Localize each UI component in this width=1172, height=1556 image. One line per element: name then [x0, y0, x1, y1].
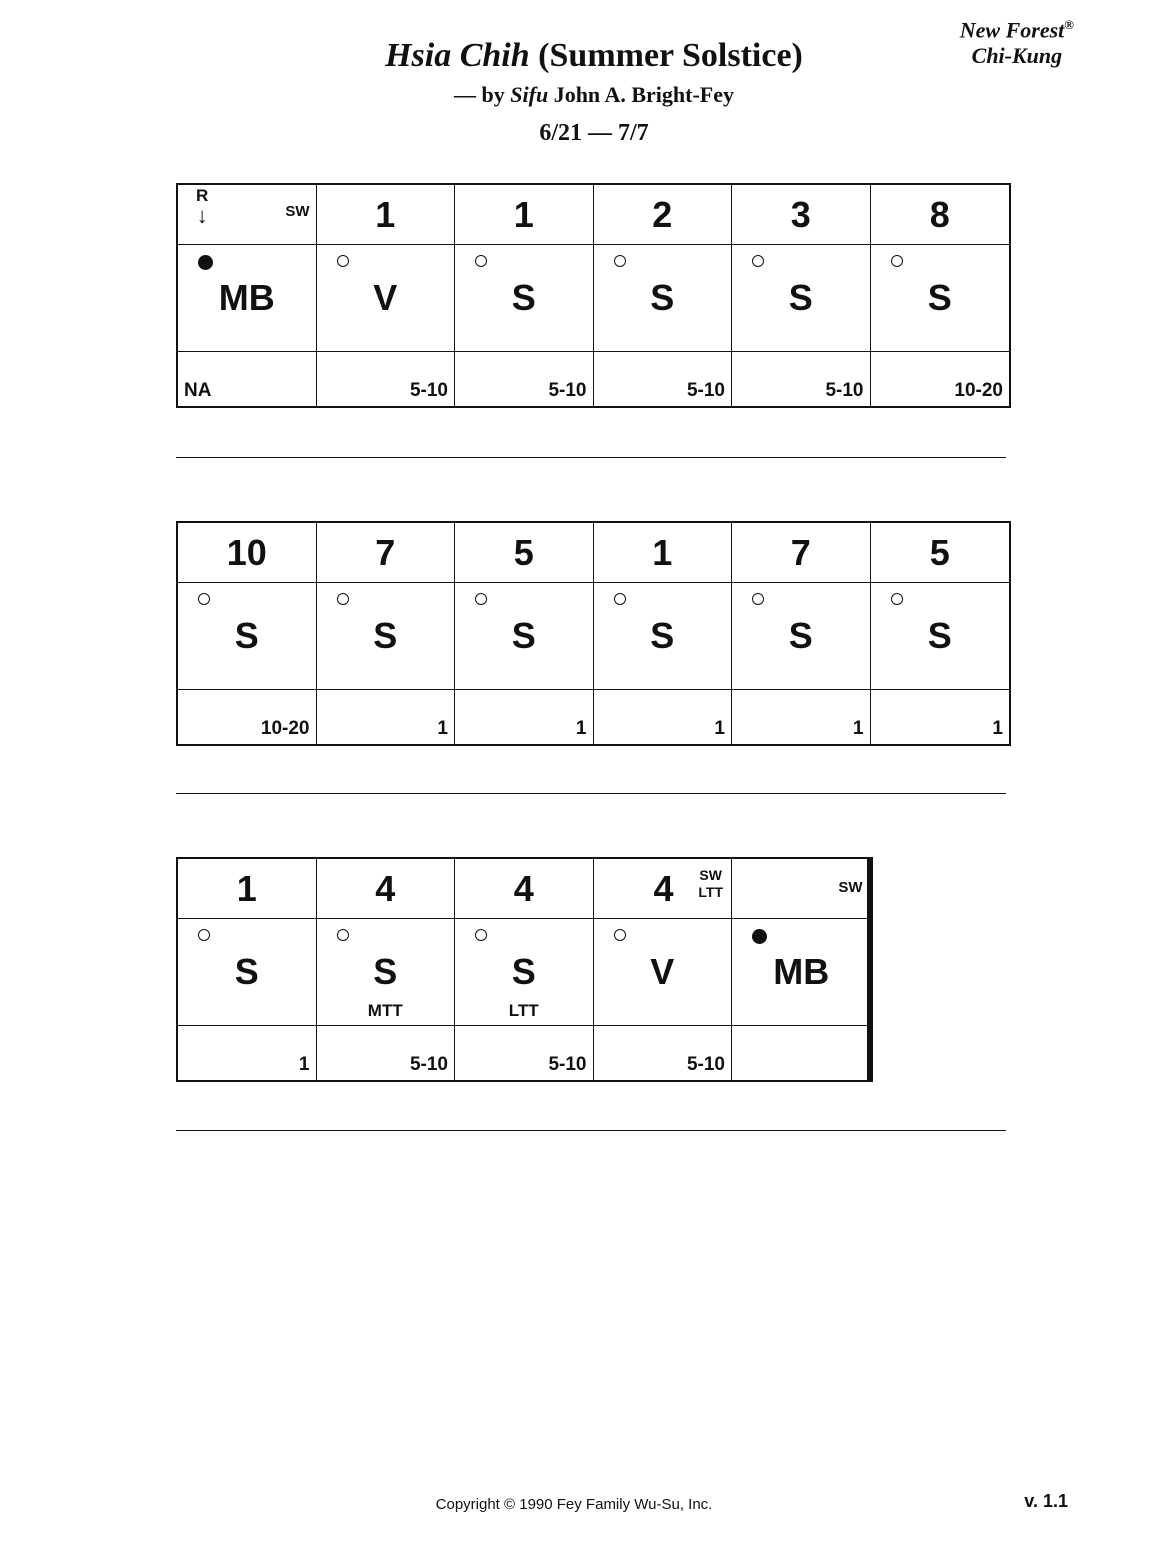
- posture-cell: [594, 583, 733, 690]
- author-prefix: — by: [454, 82, 505, 107]
- repetition-count: 1: [298, 1054, 310, 1075]
- copyright-text: Copyright © 1990 Fey Family Wu-Su, Inc.: [435, 1496, 713, 1513]
- sw-label: SW: [838, 879, 863, 896]
- sequence-grid-1: [176, 183, 1011, 408]
- title-italic: Hsia Chih: [385, 37, 530, 74]
- count-cell: [178, 859, 317, 919]
- repetition-cell: [594, 352, 733, 406]
- repetition-count: 10-20: [260, 718, 310, 739]
- ltt-label: LTT: [698, 884, 723, 900]
- posture-cell: [178, 583, 317, 690]
- count-cell: [317, 185, 456, 245]
- repetition-count: 5-10: [409, 380, 448, 401]
- count-cell: [594, 859, 733, 919]
- repetition-count: 5-10: [548, 1054, 587, 1075]
- open-circle-icon: [198, 929, 210, 941]
- posture-letter: S: [234, 951, 259, 992]
- brand-line1: New Forest: [959, 17, 1065, 43]
- count-number: 7: [790, 531, 811, 573]
- filled-circle-icon: [752, 929, 767, 944]
- count-cell: [317, 859, 456, 919]
- sw-label: SW: [285, 203, 310, 220]
- count-cell: [871, 523, 1010, 583]
- posture-cell: [871, 245, 1010, 352]
- posture-cell: [732, 919, 871, 1026]
- count-cell: [732, 523, 871, 583]
- posture-letter: V: [373, 277, 398, 318]
- posture-cell: [317, 245, 456, 352]
- open-circle-icon: [475, 593, 487, 605]
- sequence-grid-3: [176, 857, 873, 1082]
- count-number: 4: [653, 867, 674, 909]
- count-cell: [317, 523, 456, 583]
- count-number: 5: [513, 531, 534, 573]
- repetition-cell: [455, 1026, 594, 1080]
- count-cell: [455, 859, 594, 919]
- count-number: 1: [652, 531, 673, 573]
- sequence-grid-2: [176, 521, 1011, 746]
- open-circle-icon: [614, 255, 626, 267]
- repetition-count: 1: [992, 718, 1003, 739]
- repetition-cell: [732, 690, 871, 744]
- count-cell: [871, 185, 1010, 245]
- count-number: 8: [929, 193, 950, 235]
- notes-line: [176, 1130, 1006, 1131]
- end-bar: [867, 857, 872, 1082]
- count-number: 1: [375, 193, 396, 235]
- repetition-count: 10-20: [954, 380, 1003, 401]
- posture-letter: S: [788, 615, 813, 656]
- count-number: 1: [236, 867, 257, 909]
- posture-cell: [732, 245, 871, 352]
- open-circle-icon: [614, 593, 626, 605]
- count-cell: [178, 185, 317, 245]
- posture-letter: S: [373, 951, 398, 992]
- posture-cell: [317, 583, 456, 690]
- repetition-cell: [178, 352, 317, 406]
- repetition-cell: [317, 690, 456, 744]
- posture-cell: [317, 919, 456, 1026]
- posture-cell: [594, 919, 733, 1026]
- posture-letter: V: [650, 951, 675, 992]
- repetition-count: 1: [437, 718, 448, 739]
- repetition-count: 5-10: [686, 1054, 725, 1075]
- posture-letter: S: [650, 615, 675, 656]
- sw-ltt-label: [698, 867, 723, 901]
- open-circle-icon: [337, 593, 349, 605]
- repetition-cell: [871, 690, 1010, 744]
- author-line: [0, 80, 1172, 110]
- open-circle-icon: [891, 255, 903, 267]
- brand-line2: Chi-Kung: [971, 43, 1063, 69]
- count-number: 4: [375, 867, 396, 909]
- count-number: 7: [375, 531, 396, 573]
- posture-letter: S: [511, 277, 536, 318]
- open-circle-icon: [337, 929, 349, 941]
- posture-cell: [178, 245, 317, 352]
- repetition-cell: [178, 1026, 317, 1080]
- repetition-cell: [871, 352, 1010, 406]
- version-label: v. 1.1: [1024, 1491, 1068, 1511]
- posture-cell: [732, 583, 871, 690]
- posture-cell: [178, 919, 317, 1026]
- count-cell: [455, 185, 594, 245]
- posture-letter: S: [373, 615, 398, 656]
- posture-letter: MB: [218, 277, 275, 318]
- posture-letter: S: [650, 277, 675, 318]
- repetition-cell: [594, 690, 733, 744]
- count-cell: [594, 185, 733, 245]
- posture-cell: [455, 919, 594, 1026]
- repetition-cell: [317, 352, 456, 406]
- count-number: 3: [790, 193, 811, 235]
- repetition-cell: [594, 1026, 733, 1080]
- count-number: 10: [226, 531, 267, 573]
- count-cell: [455, 523, 594, 583]
- posture-letter: S: [511, 615, 536, 656]
- posture-sub-label: LTT: [508, 1001, 539, 1020]
- open-circle-icon: [614, 929, 626, 941]
- repetition-count: 5-10: [686, 380, 725, 401]
- posture-letter: S: [234, 615, 259, 656]
- repetition-cell: [732, 1026, 871, 1080]
- count-cell: [594, 523, 733, 583]
- repetition-count: 5-10: [548, 380, 587, 401]
- sw-label: SW: [699, 867, 722, 883]
- repetition-count: 1: [714, 718, 725, 739]
- posture-cell: [455, 583, 594, 690]
- notes-line: [176, 457, 1006, 458]
- notes-line: [176, 793, 1006, 794]
- title-block: [0, 34, 1172, 148]
- count-cell: [732, 859, 871, 919]
- repetition-cell: [317, 1026, 456, 1080]
- r-label: R: [196, 186, 209, 205]
- open-circle-icon: [752, 255, 764, 267]
- open-circle-icon: [198, 593, 210, 605]
- arrow-down-icon: ↓: [196, 203, 208, 228]
- filled-circle-icon: [198, 255, 213, 270]
- count-number: 2: [652, 193, 673, 235]
- posture-sub-label: MTT: [367, 1001, 403, 1020]
- posture-letter: MB: [773, 951, 830, 992]
- repetition-count: 5-10: [409, 1054, 448, 1075]
- posture-cell: [871, 583, 1010, 690]
- count-number: 1: [513, 193, 534, 235]
- author-title: Sifu: [510, 82, 549, 107]
- repetition-count: NA: [184, 380, 212, 401]
- posture-cell: [594, 245, 733, 352]
- repetition-count: 5-10: [825, 380, 864, 401]
- repetition-cell: [178, 690, 317, 744]
- date-range: 6/21 — 7/7: [539, 120, 649, 146]
- repetition-cell: [732, 352, 871, 406]
- open-circle-icon: [337, 255, 349, 267]
- repetition-cell: [455, 690, 594, 744]
- posture-letter: S: [511, 951, 536, 992]
- page-title: [0, 34, 1172, 78]
- repetition-cell: [455, 352, 594, 406]
- start-marker: [196, 187, 208, 227]
- title-rest: (Summer Solstice): [538, 37, 803, 74]
- open-circle-icon: [891, 593, 903, 605]
- count-number: 4: [513, 867, 534, 909]
- open-circle-icon: [752, 593, 764, 605]
- posture-cell: [455, 245, 594, 352]
- posture-letter: S: [927, 615, 952, 656]
- registered-mark: ®: [1064, 17, 1074, 32]
- count-cell: [732, 185, 871, 245]
- open-circle-icon: [475, 929, 487, 941]
- count-cell: [178, 523, 317, 583]
- posture-letter: S: [927, 277, 952, 318]
- repetition-count: 1: [575, 718, 587, 739]
- open-circle-icon: [475, 255, 487, 267]
- count-number: 5: [929, 531, 950, 573]
- author-name: John A. Bright-Fey: [553, 82, 734, 107]
- posture-letter: S: [788, 277, 813, 318]
- repetition-count: 1: [852, 718, 864, 739]
